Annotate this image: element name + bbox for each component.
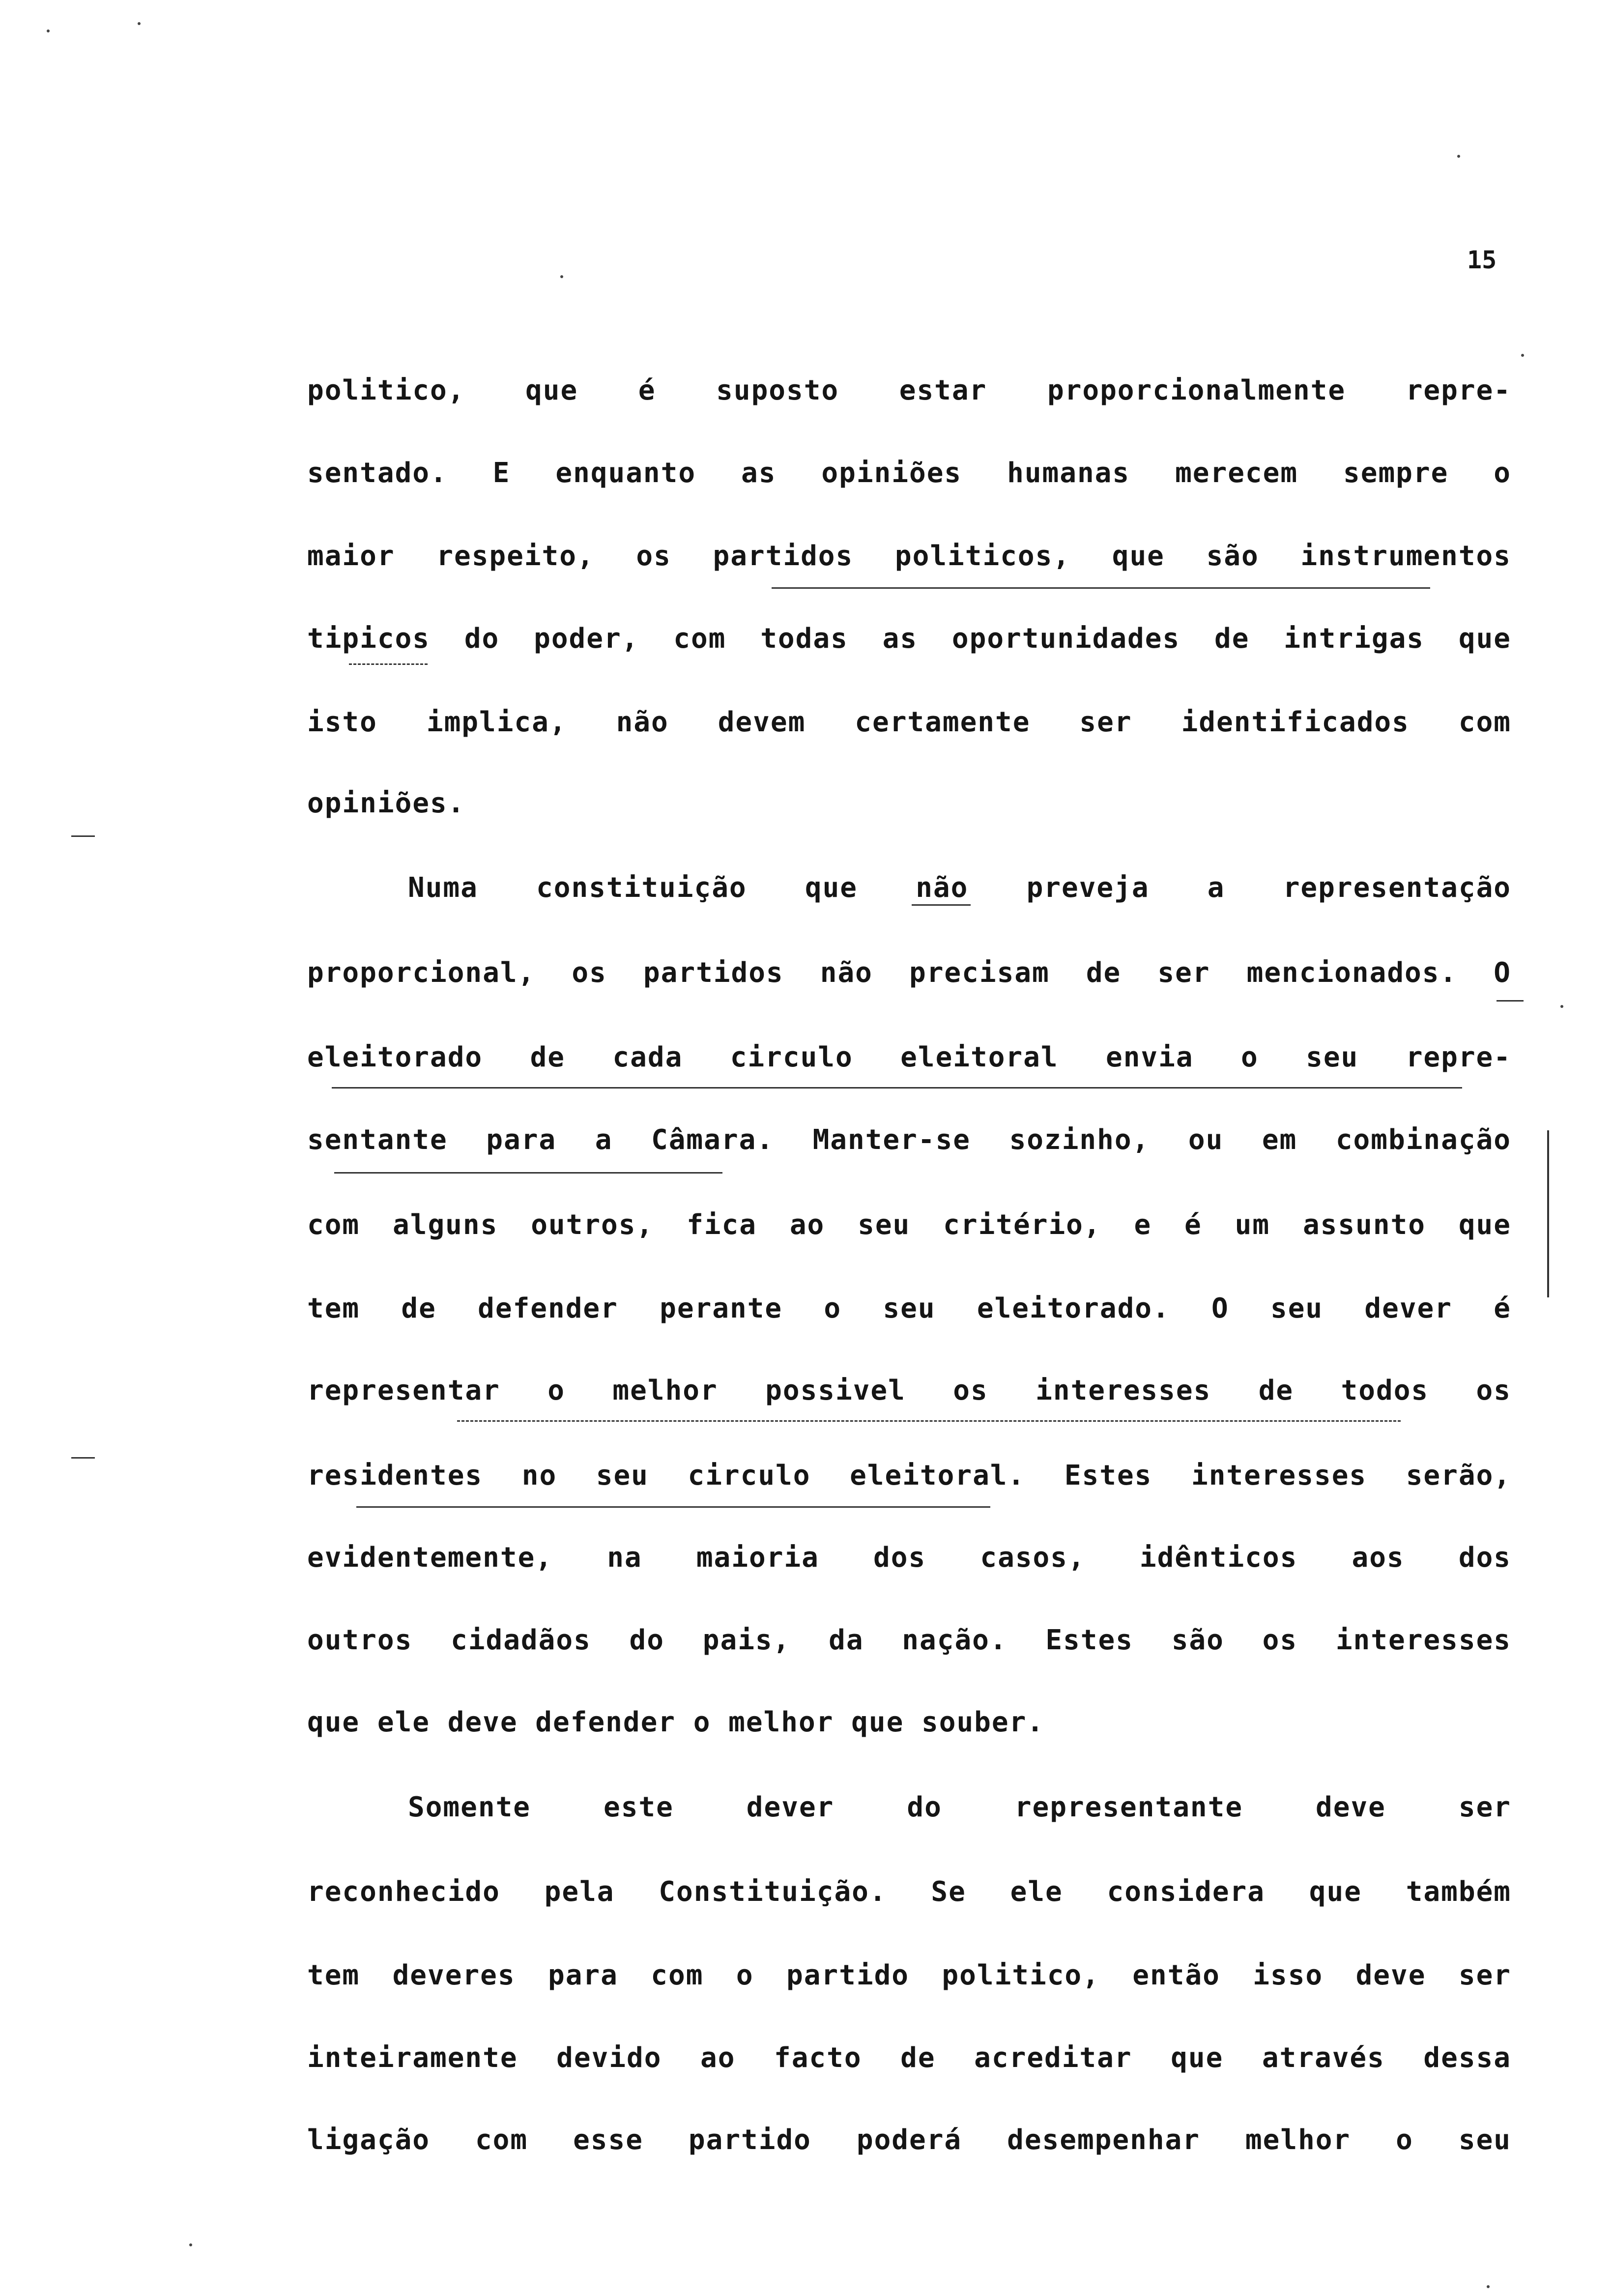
text-line: maior respeito, os partidos politicos, que são instrumentos <box>307 540 1511 572</box>
scan-speck <box>1521 354 1524 357</box>
text-line: opiniões. <box>307 787 465 819</box>
text-line: que ele deve defender o melhor que souber. <box>307 1706 1045 1738</box>
scan-speck <box>138 22 141 25</box>
text-line: isto implica, não devem certamente ser identificados com <box>307 706 1511 738</box>
text-line: outros cidadãos do pais, da nação. Estes são os interesses <box>307 1624 1511 1656</box>
text-line: tipicos do poder, com todas as oportunidades de intrigas que <box>307 623 1511 655</box>
handwritten-underline <box>334 1172 722 1174</box>
text-line: Numa constituição que não preveja a representação <box>408 872 1511 904</box>
handwritten-underline <box>349 663 428 665</box>
text-line: Somente este dever do representante deve ser <box>408 1791 1511 1823</box>
scan-speck <box>1487 2285 1490 2288</box>
text-line: tem de defender perante o seu eleitorado. O seu dever é <box>307 1292 1511 1324</box>
text-line: politico, que é suposto estar proporcionalmente repre- <box>307 374 1511 406</box>
text-line: inteiramente devido ao facto de acreditar que através dessa <box>307 2042 1511 2074</box>
text-line: eleitorado de cada circulo eleitoral envia o seu repre- <box>307 1041 1511 1073</box>
margin-dash <box>71 1457 95 1459</box>
margin-bracket <box>1547 1130 1549 1297</box>
text-line: ligação com esse partido poderá desempenhar melhor o seu <box>307 2124 1511 2156</box>
text-line: representar o melhor possivel os interesses de todos os <box>307 1375 1511 1406</box>
scan-speck <box>189 2243 192 2246</box>
margin-dash <box>71 835 95 837</box>
handwritten-underline <box>772 587 1430 589</box>
handwritten-underline <box>1497 1000 1524 1002</box>
scan-speck <box>560 275 563 278</box>
text-line: proporcional, os partidos não precisam de ser mencionados. O <box>307 957 1511 989</box>
text-line: reconhecido pela Constituição. Se ele considera que também <box>307 1876 1511 1908</box>
scan-speck <box>1457 155 1460 158</box>
text-line: residentes no seu circulo eleitoral. Estes interesses serão, <box>307 1460 1511 1492</box>
text-line: tem deveres para com o partido politico, então isso deve ser <box>307 1959 1511 1991</box>
scan-speck <box>1560 1005 1563 1008</box>
scan-speck <box>47 29 50 32</box>
text-line: sentado. E enquanto as opiniões humanas merecem sempre o <box>307 457 1511 489</box>
handwritten-underline <box>457 1420 1401 1422</box>
text-line: com alguns outros, fica ao seu critério, e é um assunto que <box>307 1209 1511 1241</box>
underline-nao <box>912 904 971 906</box>
text-line: evidentemente, na maioria dos casos, idênticos aos dos <box>307 1542 1511 1574</box>
handwritten-underline <box>332 1087 1462 1089</box>
text-line: sentante para a Câmara. Manter-se sozinho, ou em combinação <box>307 1124 1511 1156</box>
page-number: 15 <box>1467 246 1497 274</box>
handwritten-underline <box>356 1506 990 1508</box>
